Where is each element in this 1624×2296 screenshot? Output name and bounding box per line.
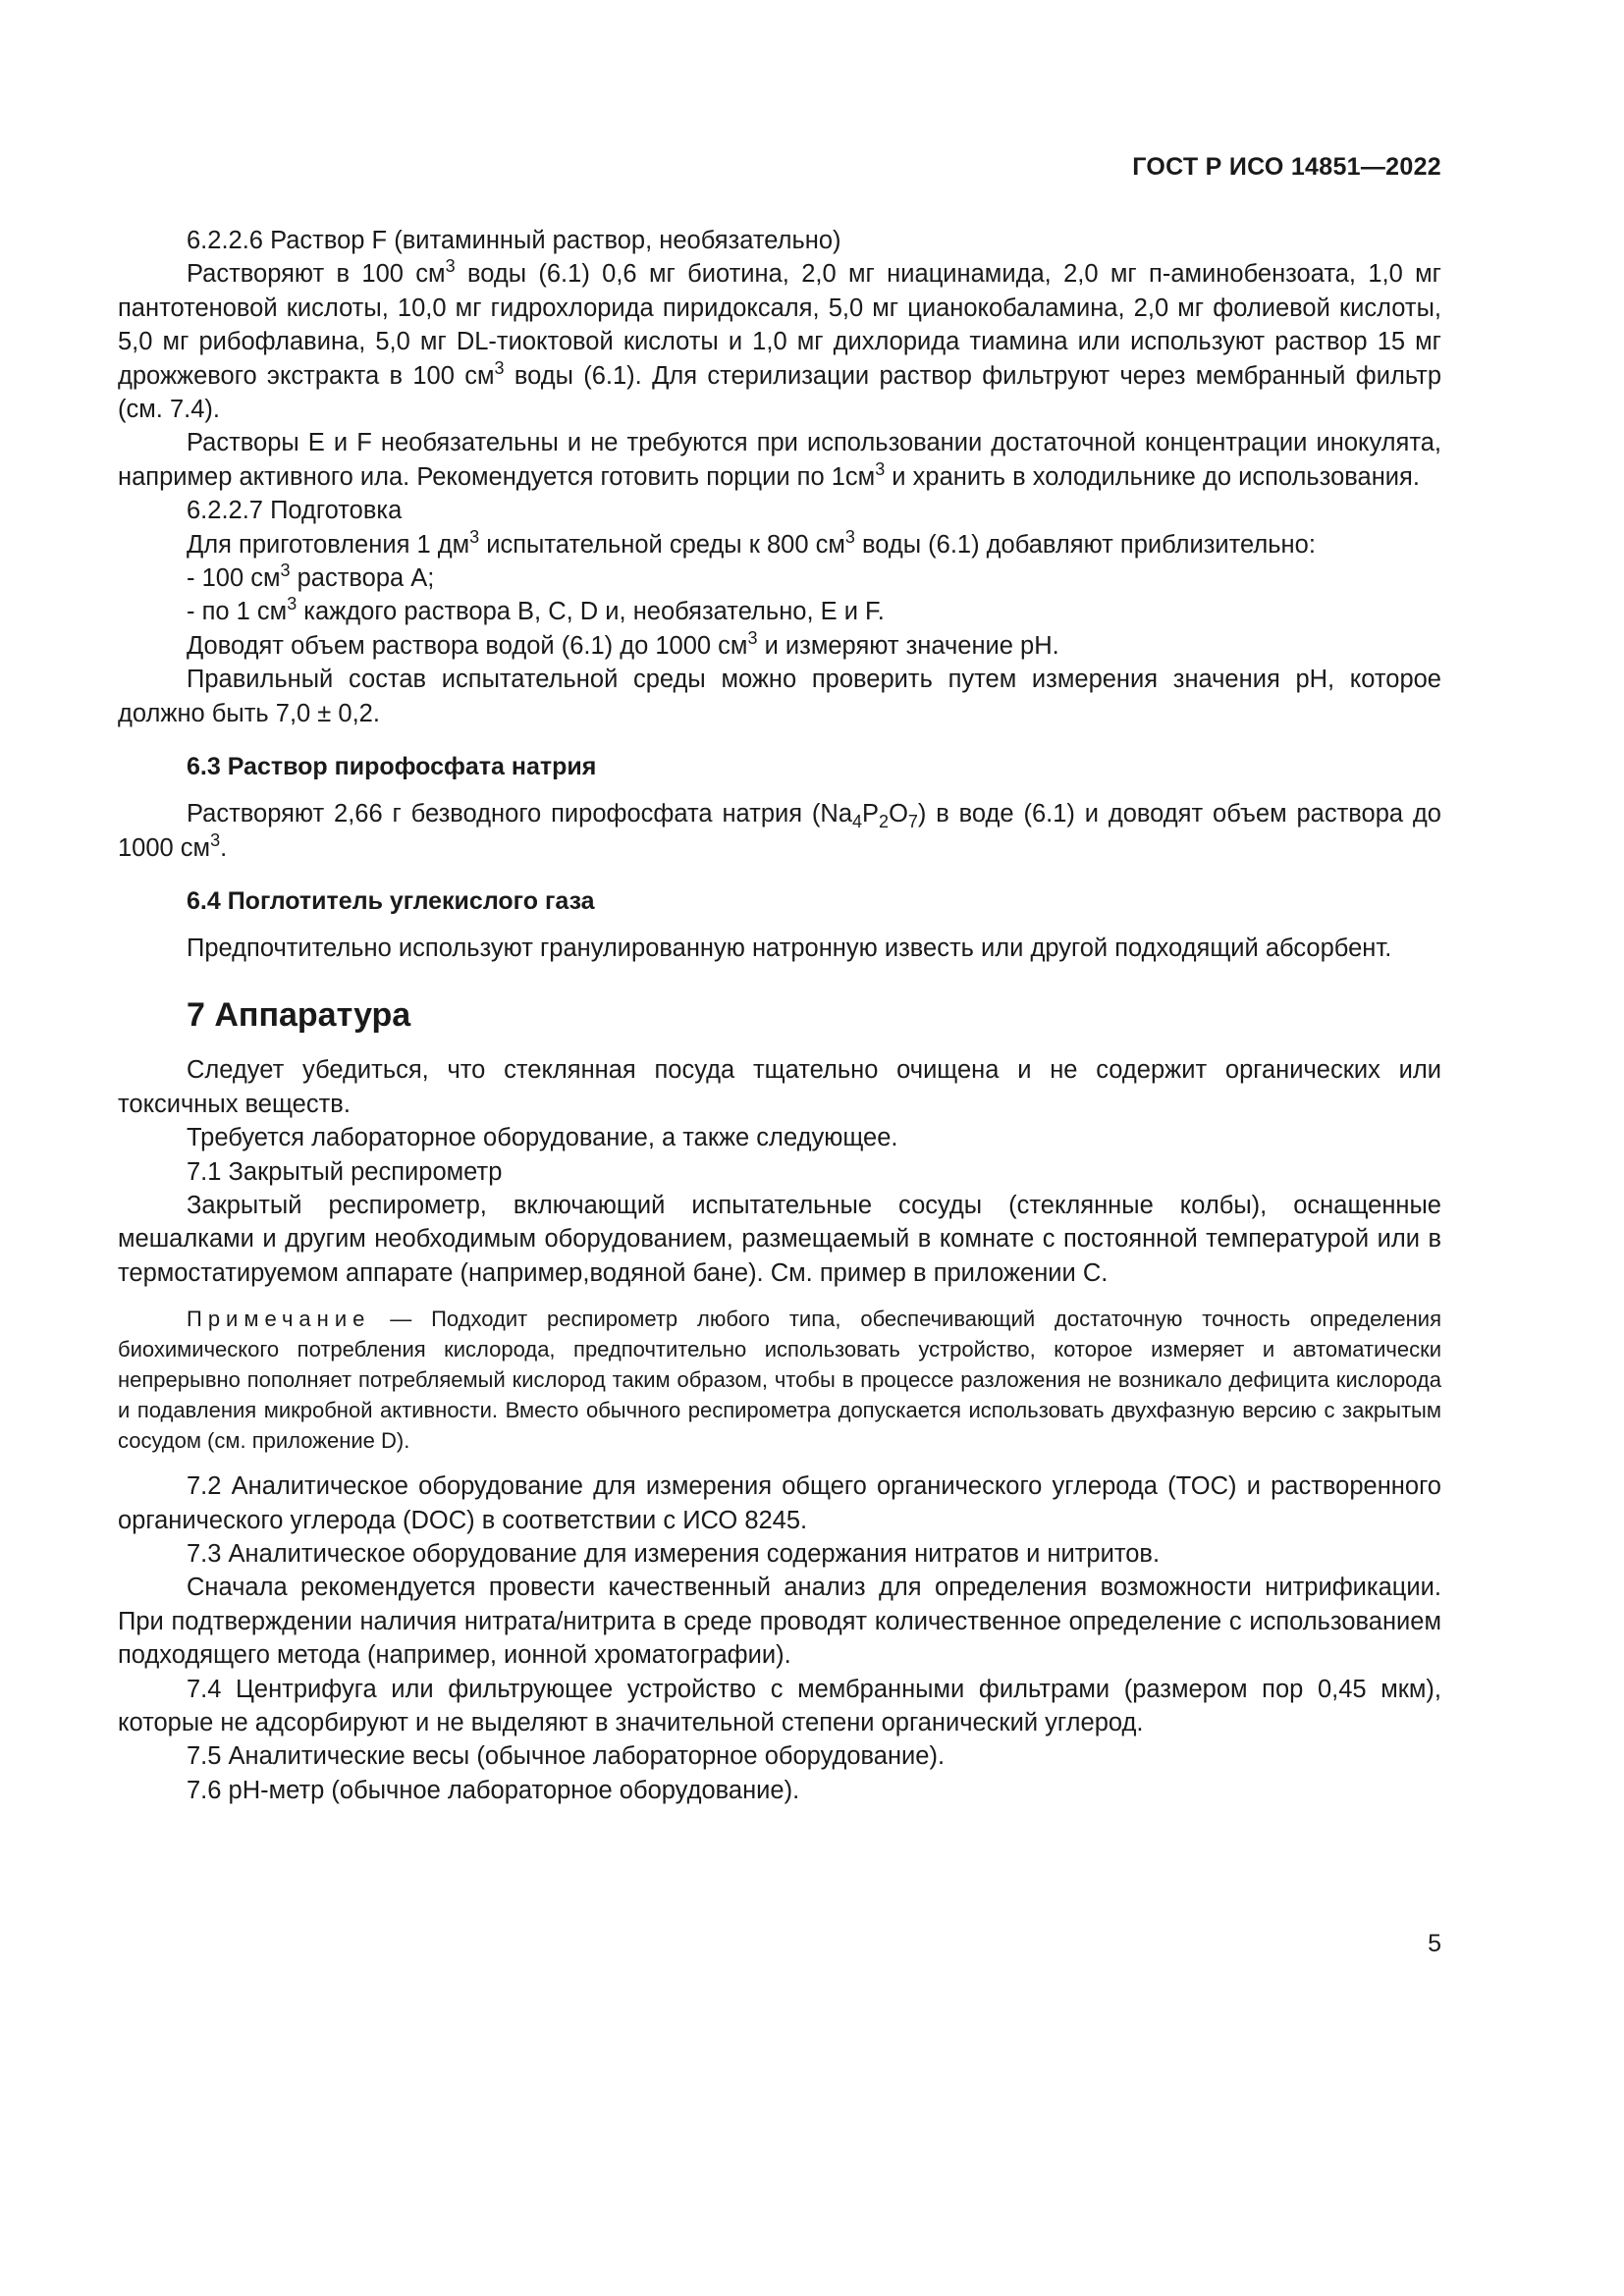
paragraph-solution-f: Растворяют в 100 $см^3$ воды (6.1) 0,6 мг биотина, 2,0 мг ниацинамида, 2,0 мг п-аминобензоата, 1,0 мг пантотеновой кислоты, 10,0 мг гидрохлорида пиридоксаля, 5,0 мг цианокобаламина, 2,0 мг фолиевой кислоты, 5,0 мг рибофлавина, 5,0 мг DL-тиоктовой кислоты и 1,0 мг дихлорида тиамина или используют раствор 15 мг дрожжевого экстракта в 100 $см^3$ воды (6.1). Для стерилизации раствор фильтруют через мембранный фильтр (см. 7.4). — [118, 256, 1441, 424]
paragraph-nitrification: Сначала рекомендуется провести качественный анализ для определения возможности нитрификации. При подтверждении наличия нитрата/нитрита в среде проводят количественное определение с использованием подходящего метода (например, ионной хроматографии). — [118, 1574, 1441, 1670]
heading-6-2-2-7: 6.2.2.7 Подготовка — [187, 497, 403, 525]
paragraph-equipment: Требуется лабораторное оборудование, а также следующее. — [187, 1124, 898, 1152]
document-code-header: ГОСТ Р ИСО 14851—2022 — [1132, 153, 1441, 181]
paragraph-7-4: 7.4 Центрифуга или фильтрующее устройство с мембранными фильтрами (размером пор 0,45 мкм), которые не адсорбируют и не выделяют в значительной степени органический углерод. — [118, 1675, 1441, 1736]
note: Примечание — Подходит респирометр любого типа, обеспечивающий достаточную точность определения биохимического потребления кислорода, предпочтительно использовать устройство, которое измеряет и автоматически непрерывно пополняет потребляемый кислород таким образом, чтобы в процессе разложения не возникало дефицита кислорода и подавления микробной активности. Вместо обычного респирометра допускается использовать двухфазную версию с закрытым сосудом (см. приложение D). — [118, 1307, 1441, 1454]
paragraph-respirometer: Закрытый респирометр, включающий испытательные сосуды (стеклянные колбы), оснащенные мешалками и другим необходимым оборудованием, размещаемый в комнате с постоянной температурой или в термостатируемом аппарате (например,водяной бане). См. пример в приложении С. — [118, 1191, 1441, 1287]
paragraph-7-5: 7.5 Аналитические весы (обычное лабораторное оборудование). — [187, 1742, 946, 1771]
heading-section-7: 7 Аппаратура — [187, 996, 411, 1035]
paragraph-7-3: 7.3 Аналитическое оборудование для измерения содержания нитратов и нитритов. — [187, 1539, 1161, 1568]
list-item: - по 1 $см^3$ каждого раствора B, C, D и, необязательно, E и F. — [187, 594, 885, 626]
paragraph-solutions-ef: Растворы E и F необязательны и не требуются при использовании достаточной концентрации инокулята, например активного ила. Рекомендуется готовить порции по $1см^3$ и хранить в холодильнике до использования. — [118, 429, 1441, 491]
paragraph-7-2: 7.2 Аналитическое оборудование для измерения общего органического углерода (TOC) и растворенного органического углерода (DOC) в соответствии с ИСО 8245. — [118, 1472, 1441, 1534]
paragraph-pyrophosphate: Растворяют 2,66 г безводного пирофосфата натрия $(Na_4P_2O_7)$ в воде (6.1) и доводят объем раствора до 1000 $см^3$. — [118, 800, 1441, 862]
note-label: Примечание — [187, 1307, 371, 1332]
page-content — [118, 224, 1441, 1807]
paragraph-co2-absorber: Предпочтительно используют гранулированную натронную известь или другой подходящий абсорбент. — [187, 934, 1392, 962]
paragraph-ph-check: Правильный состав испытательной среды можно проверить путем измерения значения рН, которое должно быть 7,0 ± 0,2. — [118, 666, 1441, 727]
paragraph-7-6: 7.6 pH-метр (обычное лабораторное оборудование). — [187, 1776, 800, 1804]
page-number: 5 — [1428, 1930, 1441, 1957]
heading-6-4: 6.4 Поглотитель углекислого газа — [187, 886, 595, 915]
paragraph-glassware: Следует убедиться, что стеклянная посуда тщательно очищена и не содержит органических или токсичных веществ. — [118, 1056, 1441, 1118]
paragraph-preparation: Для приготовления 1 $дм^3$ испытательной среды к 800 $см^3$ воды (6.1) добавляют приблизительно: — [187, 526, 1316, 559]
paragraph-adjust-volume: Доводят объем раствора водой (6.1) до 1000 $см^3$ и измеряют значение pH. — [187, 627, 1059, 660]
paragraph-7-1: 7.1 Закрытый респирометр — [187, 1157, 503, 1186]
list-item: - 100 $см^3$ раствора А; — [187, 561, 435, 593]
heading-6-3: 6.3 Раствор пирофосфата натрия — [187, 753, 597, 781]
heading-6-2-2-6: 6.2.2.6 Раствор F (витаминный раствор, необязательно) — [187, 227, 841, 254]
